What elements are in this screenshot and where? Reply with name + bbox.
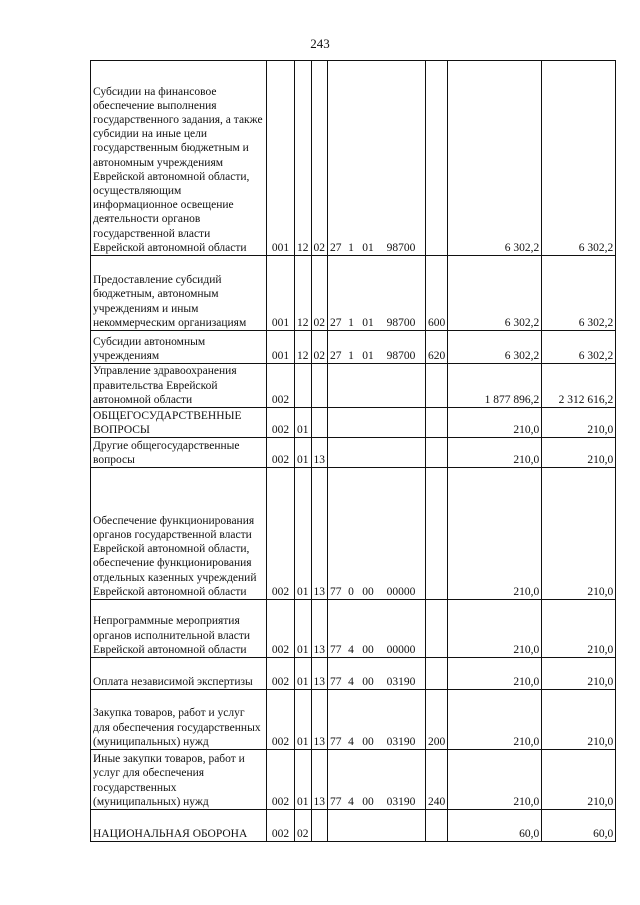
sum-year-1: 210,0: [448, 600, 542, 658]
table-row: [91, 364, 616, 408]
row-name-cell: [91, 256, 267, 331]
csr-direction: 00000: [386, 585, 416, 598]
row-name: Закупка товаров, работ и услуг для обеспечения государственных (муниципальных) нужд: [93, 707, 261, 748]
row-name-cell: [91, 810, 267, 842]
target-article-code: [328, 658, 426, 690]
expense-type-code: [426, 810, 448, 842]
section-code: 01: [295, 690, 312, 750]
table-row: [91, 61, 616, 256]
table-body: [91, 61, 616, 842]
csr-direction: 98700: [386, 349, 416, 362]
csr-direction: 03190: [386, 795, 416, 808]
csr-main-event: 01: [362, 316, 374, 329]
expense-type-code: [426, 600, 448, 658]
sum-year-1: 210,0: [448, 408, 542, 438]
sum-year-1: 210,0: [448, 690, 542, 750]
expense-type-code: [426, 658, 448, 690]
expense-type-code: [426, 408, 448, 438]
grbs-code: 001: [267, 331, 295, 364]
csr-main-event: 01: [362, 349, 374, 362]
target-article-code: [328, 61, 426, 256]
subsection-code: 13: [311, 750, 328, 810]
subsection-code: [311, 810, 328, 842]
grbs-code: 002: [267, 364, 295, 408]
sum-year-1: 210,0: [448, 468, 542, 600]
csr-program: 27: [330, 349, 342, 362]
grbs-code: 002: [267, 658, 295, 690]
expense-type-code: [426, 61, 448, 256]
target-article-code: [328, 468, 426, 600]
section-code: 01: [295, 468, 312, 600]
table-row: [91, 331, 616, 364]
expense-type-code: [426, 364, 448, 408]
grbs-code: 002: [267, 438, 295, 468]
section-code: 12: [295, 331, 312, 364]
expense-type-code: 600: [426, 256, 448, 331]
sum-year-1: 210,0: [448, 658, 542, 690]
sum-year-1: 6 302,2: [448, 331, 542, 364]
subsection-code: 13: [311, 600, 328, 658]
section-code: 12: [295, 256, 312, 331]
table-row: [91, 256, 616, 331]
row-name-cell: [91, 438, 267, 468]
subsection-code: 02: [311, 61, 328, 256]
grbs-code: 001: [267, 61, 295, 256]
target-article-code: [328, 331, 426, 364]
csr-program: 77: [330, 735, 342, 748]
csr-program: 77: [330, 585, 342, 598]
csr-subprogram: 4: [348, 643, 354, 656]
table-row: [91, 810, 616, 842]
grbs-code: 002: [267, 600, 295, 658]
sum-year-1: 1 877 896,2: [448, 364, 542, 408]
csr-direction: 03190: [386, 675, 416, 688]
table-row: [91, 750, 616, 810]
row-name-cell: [91, 61, 267, 256]
grbs-code: 002: [267, 690, 295, 750]
section-code: 01: [295, 408, 312, 438]
sum-year-2: 210,0: [542, 750, 616, 810]
section-code: 02: [295, 810, 312, 842]
row-name: НАЦИОНАЛЬНАЯ ОБОРОНА: [93, 827, 248, 840]
target-article-code: [328, 438, 426, 468]
row-name-cell: [91, 690, 267, 750]
csr-subprogram: 0: [348, 585, 354, 598]
sum-year-1: 6 302,2: [448, 61, 542, 256]
expense-type-code: 240: [426, 750, 448, 810]
sum-year-2: 2 312 616,2: [542, 364, 616, 408]
row-name: Непрограммные мероприятия органов исполнительной власти Еврейской автономной области: [93, 615, 251, 656]
subsection-code: [311, 364, 328, 408]
csr-subprogram: 1: [348, 241, 354, 254]
row-name: Субсидии на финансовое обеспечение выполнения государственного задания, а также субсидии на иные цели государственным бюджетным и автономным учреждениям Еврейской автономной области, осуществляющим информационное освещение деятельности органов государственной власти Еврейской автономной области: [93, 85, 263, 254]
sum-year-2: 210,0: [542, 658, 616, 690]
table-row: [91, 438, 616, 468]
sum-year-1: 210,0: [448, 438, 542, 468]
grbs-code: 002: [267, 468, 295, 600]
budget-table: [90, 60, 616, 842]
csr-subprogram: 4: [348, 795, 354, 808]
table-row: [91, 468, 616, 600]
sum-year-2: 6 302,2: [542, 256, 616, 331]
target-article-code: [328, 256, 426, 331]
row-name-cell: [91, 468, 267, 600]
csr-direction: 00000: [386, 643, 416, 656]
section-code: [295, 364, 312, 408]
target-article-code: [328, 600, 426, 658]
row-name-cell: [91, 364, 267, 408]
csr-subprogram: 1: [348, 316, 354, 329]
subsection-code: 13: [311, 438, 328, 468]
csr-subprogram: 4: [348, 675, 354, 688]
csr-direction: 03190: [386, 735, 416, 748]
csr-program: 77: [330, 643, 342, 656]
csr-main-event: 00: [362, 675, 374, 688]
sum-year-2: 60,0: [542, 810, 616, 842]
section-code: 01: [295, 438, 312, 468]
csr-direction: 98700: [386, 316, 416, 329]
target-article-code: [328, 364, 426, 408]
sum-year-1: 6 302,2: [448, 256, 542, 331]
grbs-code: 002: [267, 750, 295, 810]
table-row: [91, 658, 616, 690]
grbs-code: 002: [267, 810, 295, 842]
subsection-code: 13: [311, 658, 328, 690]
row-name: Субсидии автономным учреждениям: [93, 335, 206, 362]
sum-year-2: 6 302,2: [542, 331, 616, 364]
sum-year-2: 6 302,2: [542, 61, 616, 256]
row-name: ОБЩЕГОСУДАРСТВЕННЫЕ ВОПРОСЫ: [93, 409, 242, 436]
expense-type-code: 620: [426, 331, 448, 364]
row-name: Управление здравоохранения правительства Еврейской автономной области: [93, 365, 237, 406]
csr-program: 27: [330, 241, 342, 254]
expense-type-code: [426, 468, 448, 600]
section-code: 12: [295, 61, 312, 256]
sum-year-2: 210,0: [542, 438, 616, 468]
sum-year-2: 210,0: [542, 600, 616, 658]
csr-main-event: 00: [362, 585, 374, 598]
sum-year-2: 210,0: [542, 408, 616, 438]
grbs-code: 001: [267, 256, 295, 331]
target-article-code: [328, 408, 426, 438]
sum-year-1: 210,0: [448, 750, 542, 810]
csr-main-event: 00: [362, 643, 374, 656]
row-name-cell: [91, 331, 267, 364]
csr-subprogram: 1: [348, 349, 354, 362]
section-code: 01: [295, 658, 312, 690]
csr-program: 77: [330, 675, 342, 688]
row-name-cell: [91, 750, 267, 810]
subsection-code: 13: [311, 468, 328, 600]
csr-main-event: 00: [362, 795, 374, 808]
subsection-code: 13: [311, 690, 328, 750]
sum-year-1: 60,0: [448, 810, 542, 842]
csr-subprogram: 4: [348, 735, 354, 748]
table-row: [91, 600, 616, 658]
subsection-code: [311, 408, 328, 438]
row-name: Предоставление субсидий бюджетным, автономным учреждениям и иным некоммерческим организациям: [93, 274, 247, 329]
subsection-code: 02: [311, 331, 328, 364]
csr-main-event: 01: [362, 241, 374, 254]
section-code: 01: [295, 750, 312, 810]
expense-type-code: [426, 438, 448, 468]
subsection-code: 02: [311, 256, 328, 331]
section-code: 01: [295, 600, 312, 658]
row-name-cell: [91, 600, 267, 658]
row-name: Другие общегосударственные вопросы: [93, 439, 240, 466]
target-article-code: [328, 810, 426, 842]
row-name-cell: [91, 658, 267, 690]
table-row: [91, 408, 616, 438]
row-name: Оплата независимой экспертизы: [93, 675, 253, 688]
sum-year-2: 210,0: [542, 468, 616, 600]
expense-type-code: 200: [426, 690, 448, 750]
page-number: 243: [310, 36, 330, 51]
csr-direction: 98700: [386, 241, 416, 254]
row-name: Обеспечение функционирования органов государственной власти Еврейской автономной области, обеспечение функционирования отдельных казенных учреждений Еврейской автономной области: [93, 514, 257, 598]
csr-main-event: 00: [362, 735, 374, 748]
sum-year-2: 210,0: [542, 690, 616, 750]
target-article-code: [328, 750, 426, 810]
row-name-cell: [91, 408, 267, 438]
csr-program: 77: [330, 795, 342, 808]
row-name: Иные закупки товаров, работ и услуг для обеспечения государственных (муниципальных) нужд: [93, 753, 245, 808]
grbs-code: 002: [267, 408, 295, 438]
csr-program: 27: [330, 316, 342, 329]
target-article-code: [328, 690, 426, 750]
table-row: [91, 690, 616, 750]
